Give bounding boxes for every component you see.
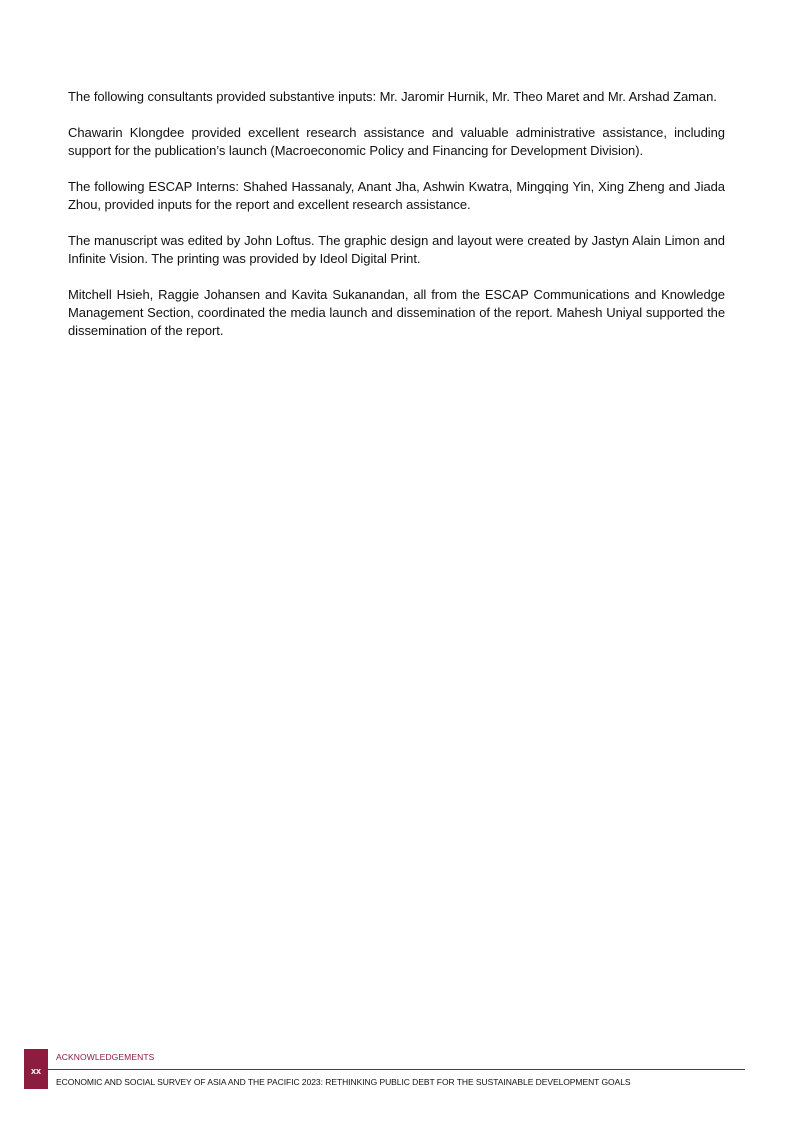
paragraph-interns: The following ESCAP Interns: Shahed Hassanaly, Anant Jha, Ashwin Kwatra, Mingqing Yin, Xing Zheng and Jiada Zhou, provided inputs for the report and excellent research assistance.: [68, 179, 725, 212]
paragraph-media-launch: Mitchell Hsieh, Raggie Johansen and Kavita Sukanandan, all from the ESCAP Communications and Knowledge Management Section, coordinated the media launch and dissemination of the report. Mahesh Uniyal supported the dissemination of the report.: [68, 287, 725, 338]
paragraph-editing-design: The manuscript was edited by John Loftus. The graphic design and layout were created by Jastyn Alain Limon and Infinite Vision. The printing was provided by Ideol Digital Print.: [68, 233, 725, 266]
page-footer: [24, 1049, 745, 1089]
paragraph-research-assistance: Chawarin Klongdee provided excellent research assistance and valuable administrative assistance, including support for the publication’s launch (Macroeconomic Policy and Financing for Development Division).: [68, 125, 725, 158]
paragraph-consultants: The following consultants provided substantive inputs: Mr. Jaromir Hurnik, Mr. Theo Maret and Mr. Arshad Zaman.: [68, 89, 717, 104]
acknowledgements-body: [68, 88, 725, 358]
page-number-box: [24, 1049, 48, 1089]
footer-report-title: ECONOMIC AND SOCIAL SURVEY OF ASIA AND THE PACIFIC 2023: RETHINKING PUBLIC DEBT FOR THE SUSTAINABLE DEVELOPMENT GOALS: [56, 1077, 631, 1087]
page-number: xx: [30, 1066, 41, 1076]
footer-section-label: ACKNOWLEDGEMENTS: [56, 1052, 155, 1062]
footer-divider: [48, 1069, 745, 1070]
